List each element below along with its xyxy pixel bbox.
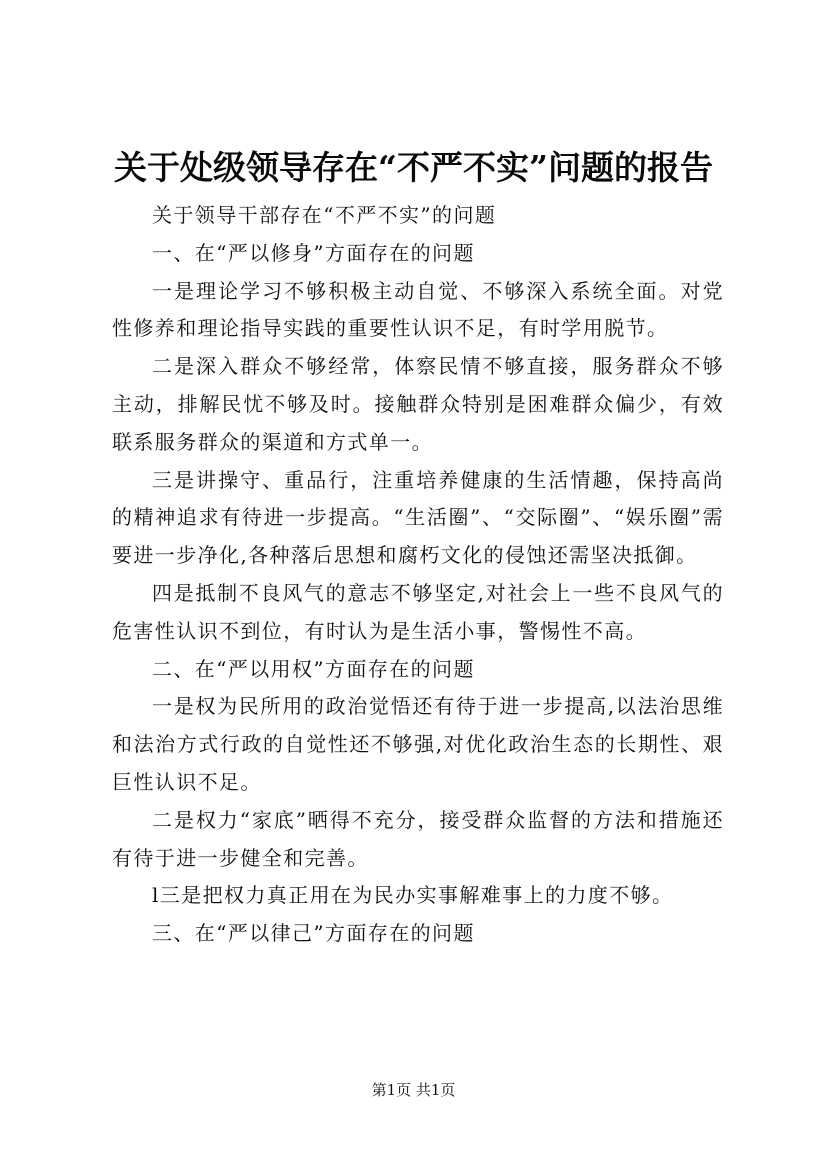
paragraph-8: l三是把权力真正用在为民办实事解难事上的力度不够。 (152, 883, 674, 908)
paragraph-6: 一是权为民所用的政治觉悟还有待于进一步提高,以法治思维和法治方式行政的自觉性还不够强,对优化政治生态的长期性、艰巨性认识不足。 (112, 694, 724, 794)
section-heading-2: 二、在“严以用权”方面存在的问题 (152, 656, 475, 681)
paragraph-4: 三是讲操守、重品行，注重培养健康的生活情趣，保持高尚的精神追求有待进一步提高。“生活圈”、“交际圈”、“娱乐圈”需要进一步净化,各种落后思想和腐朽文化的侵蚀还需坚决抵御。 (112, 467, 724, 568)
section-heading-1: 一、在“严以修身”方面存在的问题 (152, 240, 475, 265)
paragraph-7: 二是权力“家底”晒得不充分，接受群众监督的方法和措施还有待于进一步健全和完善。 (112, 807, 724, 870)
paragraph-3: 二是深入群众不够经常，体察民情不够直接，服务群众不够主动，排解民忧不够及时。接触群众特别是困难群众偏少，有效联系服务群众的渠道和方式单一。 (112, 354, 724, 454)
paragraph-5: 四是抵制不良风气的意志不够坚定,对社会上一些不良风气的危害性认识不到位，有时认为是生活小事，警惕性不高。 (112, 580, 724, 643)
paragraph-1: 关于领导干部存在“不严不实”的问题 (152, 203, 497, 227)
section-heading-3: 三、在“严以律己”方面存在的问题 (152, 921, 475, 946)
paragraph-2: 一是理论学习不够积极主动自觉、不够深入系统全面。对党性修养和理论指导实践的重要性认识不足，有时学用脱节。 (112, 278, 724, 341)
document-title: 关于处级领导存在“不严不实”问题的报告 (114, 148, 713, 187)
document-body (112, 197, 724, 953)
page-number-footer: 第1页 共1页 (371, 1081, 456, 1099)
